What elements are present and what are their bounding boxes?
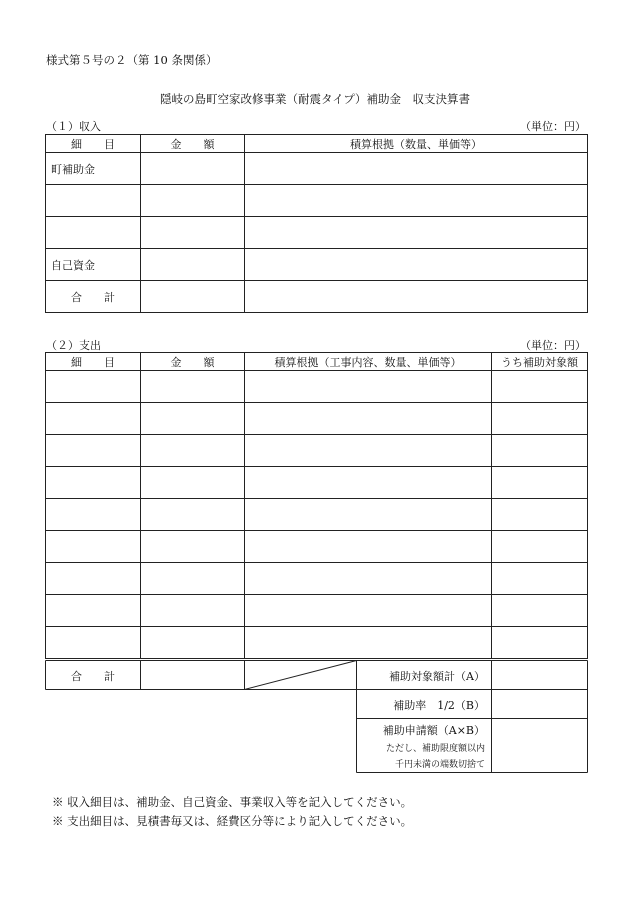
eligible-total-value[interactable] (492, 661, 587, 689)
income-item-cell[interactable]: 町補助金 (46, 153, 141, 185)
subsidy-rate-value[interactable] (492, 690, 587, 718)
note-income: ※ 収入細目は、補助金、自己資金、事業収入等を記入してください。 (52, 795, 413, 809)
expense-col-item: 細 目 (46, 353, 141, 371)
document-title: 隠岐の島町空家改修事業（耐震タイプ）補助金 収支決算書 (159, 92, 471, 106)
request-amount-label: 補助申請額（A×B） (382, 724, 485, 737)
expense-total-amount[interactable] (141, 661, 244, 689)
expense-col-eligible: うち補助対象額 (492, 353, 588, 371)
note-expense: ※ 支出細目は、見積書毎又は、経費区分等により記入してください。 (52, 814, 413, 828)
expense-unit-label: （単位：円） (520, 339, 586, 352)
expense-section-label: （２）支出 (46, 339, 101, 352)
request-note-rounding: 千円未満の端数切捨て (394, 760, 485, 770)
diagonal-slash (245, 661, 357, 690)
request-note-limit: ただし、補助限度額以内 (385, 744, 485, 754)
income-col-item: 細 目 (46, 135, 141, 153)
form-number: 様式第５号の２（第 10 条関係） (46, 53, 218, 67)
subsidy-rate-label: 補助率 1/2（B） (393, 699, 485, 712)
request-amount-value[interactable] (492, 719, 587, 772)
income-col-basis: 積算根拠（数量、単価等） (245, 135, 588, 153)
eligible-total-label: 補助対象額計（A） (389, 670, 485, 683)
income-unit-label: （単位：円） (520, 120, 586, 133)
income-col-amount: 金 額 (141, 135, 245, 153)
income-total-label: 合 計 (46, 281, 141, 313)
expense-col-amount: 金 額 (141, 353, 245, 371)
income-item-cell[interactable]: 自己資金 (46, 249, 141, 281)
income-section-label: （１）収入 (46, 120, 101, 133)
expense-col-basis: 積算根拠（工事内容、数量、単価等） (245, 353, 492, 371)
expense-total-label: 合 計 (71, 670, 115, 683)
